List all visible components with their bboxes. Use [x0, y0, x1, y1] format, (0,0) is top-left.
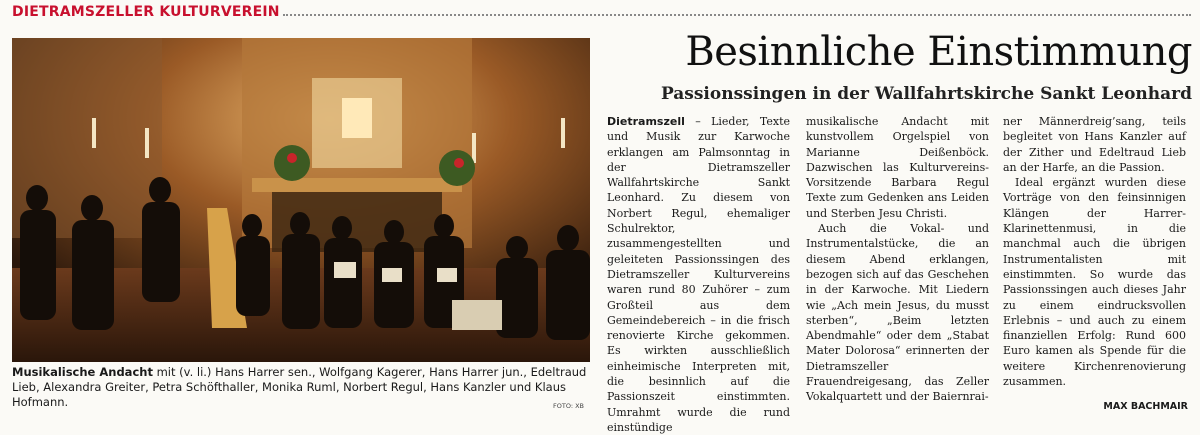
article-photo	[12, 38, 590, 362]
caption-text: mit (v. li.) Hans Harrer sen., Wolfgang Kagerer, Hans Harrer jun., Edeltraud Lieb, Alexandra Greiter, Petra Schöfthaller, Monika Ruml, Norbert Regul, Hans Kanzler und Klaus Hofmann.	[12, 365, 587, 409]
article-column-2	[806, 114, 989, 405]
article-paragraph: musikalische Andacht mit kunstvollem Orgelspiel von Marianne Deißenböck. Dazwischen las Kulturvereins-Vorsitzende Barbara Regul Texte zum Gedenken ans Leiden und Sterben Jesu Christi.	[806, 115, 989, 220]
photo-credit: FOTO: XB	[553, 402, 584, 410]
subheadline: Passionssingen in der Wallfahrtskirche Sankt Leonhard	[660, 84, 1192, 104]
dateline: Dietramszell	[607, 115, 685, 128]
rubric-divider	[283, 14, 1191, 16]
article-paragraph: Auch die Vokal- und Instrumentalstücke, die an diesem Abend erklangen, bezogen sich auf das Geschehen in der Karwoche. Mit Liedern wie „Ach mein Jesus, du musst sterben“, „Beim letzten Abendmahle“ oder dem „Stabat Mater Dolorosa“ erinnerten der Dietramszeller Frauendreigesang, das Zeller Vokalquartett und der Baiernrai-	[806, 222, 989, 404]
headline: Besinnliche Einstimmung	[685, 29, 1192, 75]
caption-lead: Musikalische Andacht	[12, 365, 153, 379]
byline: MAX BACHMAIR	[1103, 401, 1188, 412]
article-column-1	[607, 114, 790, 435]
section-rubric: DIETRAMSZELLER KULTURVEREIN	[12, 4, 280, 20]
photo-caption	[12, 365, 592, 410]
article-paragraph: – Lieder, Texte und Musik zur Karwoche erklangen am Palmsonntag in der Dietramszeller Wallfahrtskirche Sankt Leonhard. Zu diesem von Norbert Regul, ehemaliger Schulrektor, zusammengestellten und geleiteten Passionssingen des Dietramszeller Kulturvereins waren rund 80 Zuhörer – zum Großteil aus dem Gemeindebereich – in die frisch renovierte Kirche gekommen. Es wirkten ausschließlich einheimische Interpreten mit, die besinnlich auf die Passionszeit einstimmten. Umrahmt wurde die rund einstündige	[607, 115, 790, 434]
article-paragraph: ner Männerdreig’sang, teils begleitet von Hans Kanzler auf der Zither und Edeltraud Lieb an der Harfe, an die Passion.	[1003, 115, 1186, 174]
article-column-3	[1003, 114, 1186, 389]
article-paragraph: Ideal ergänzt wurden diese Vorträge von den feinsinnigen Klängen der Harrer-Klarinettenmusi, in die manchmal auch die übrigen Instrumentalisten mit einstimmten. So wurde das Passionssingen auch dieses Jahr zu einem eindrucksvollen Erlebnis – und auch zu einem finanziellen Erfolg: Rund 600 Euro kamen als Spende für die weitere Kirchenrenovierung zusammen.	[1003, 176, 1186, 389]
